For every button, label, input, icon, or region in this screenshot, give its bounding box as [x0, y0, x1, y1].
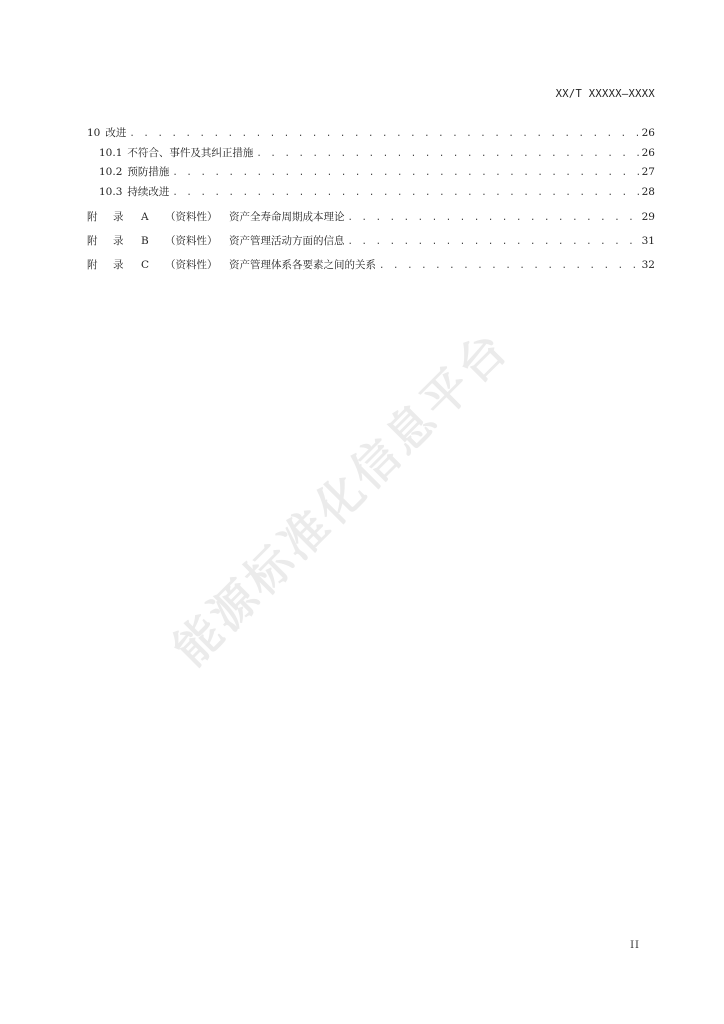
toc-entry-title: 资产管理活动方面的信息 [229, 235, 345, 247]
table-of-contents [87, 124, 655, 277]
toc-entry-title: 资产全寿命周期成本理论 [229, 211, 345, 223]
appendix-label-char-2: 录 [113, 235, 124, 247]
appendix-letter: C [141, 259, 150, 271]
toc-appendix-c[interactable] [87, 253, 655, 277]
toc-entry-10-2[interactable] [87, 163, 655, 183]
toc-entry-page: 26 [641, 127, 655, 139]
page-number: II [630, 940, 640, 951]
toc-entry-number: 10 [87, 127, 101, 139]
toc-entry-title: 改进 [105, 127, 127, 139]
appendix-letter: A [141, 211, 149, 223]
appendix-nature: （资料性） [165, 211, 218, 223]
toc-leader-dots [172, 164, 638, 184]
appendix-letter: B [141, 235, 149, 247]
appendix-label [87, 205, 229, 229]
appendix-label-char-1: 附 [87, 259, 98, 271]
appendix-label-char-1: 附 [87, 211, 98, 223]
toc-leader-dots [348, 206, 639, 230]
toc-entry-page: 29 [641, 211, 655, 223]
toc-leader-dots [172, 184, 638, 204]
toc-entry-10-3[interactable] [87, 183, 655, 203]
toc-entry-number: 10.2 [99, 166, 123, 178]
toc-entry-10-1[interactable] [87, 144, 655, 164]
toc-entry-10[interactable] [87, 124, 655, 144]
appendix-nature: （资料性） [165, 259, 218, 271]
toc-leader-dots [129, 125, 638, 145]
appendix-label [87, 229, 229, 253]
toc-entry-title: 不符合、事件及其纠正措施 [127, 146, 254, 159]
appendix-nature: （资料性） [165, 235, 218, 247]
toc-entry-title: 持续改进 [127, 185, 170, 198]
appendix-label-char-1: 附 [87, 235, 98, 247]
toc-entry-page: 32 [641, 259, 655, 271]
toc-entry-page: 27 [641, 166, 655, 178]
document-code: XX/T XXXXX—XXXX [555, 88, 655, 100]
appendix-label-char-2: 录 [113, 259, 124, 271]
toc-entry-page: 31 [641, 235, 655, 247]
watermark: 能源标准化信息平台 [163, 319, 520, 677]
toc-entry-page: 28 [641, 185, 655, 198]
toc-entry-number: 10.3 [99, 185, 123, 198]
toc-entry-page: 26 [641, 146, 655, 159]
appendix-label [87, 253, 229, 277]
toc-entry-title: 资产管理体系各要素之间的关系 [229, 259, 376, 271]
toc-leader-dots [379, 254, 639, 278]
appendix-label-char-2: 录 [113, 211, 124, 223]
toc-entry-title: 预防措施 [127, 166, 170, 178]
toc-leader-dots [256, 145, 638, 165]
toc-appendix-b[interactable] [87, 229, 655, 253]
toc-appendix-a[interactable] [87, 205, 655, 229]
toc-entry-number: 10.1 [99, 146, 123, 159]
toc-leader-dots [348, 230, 639, 254]
